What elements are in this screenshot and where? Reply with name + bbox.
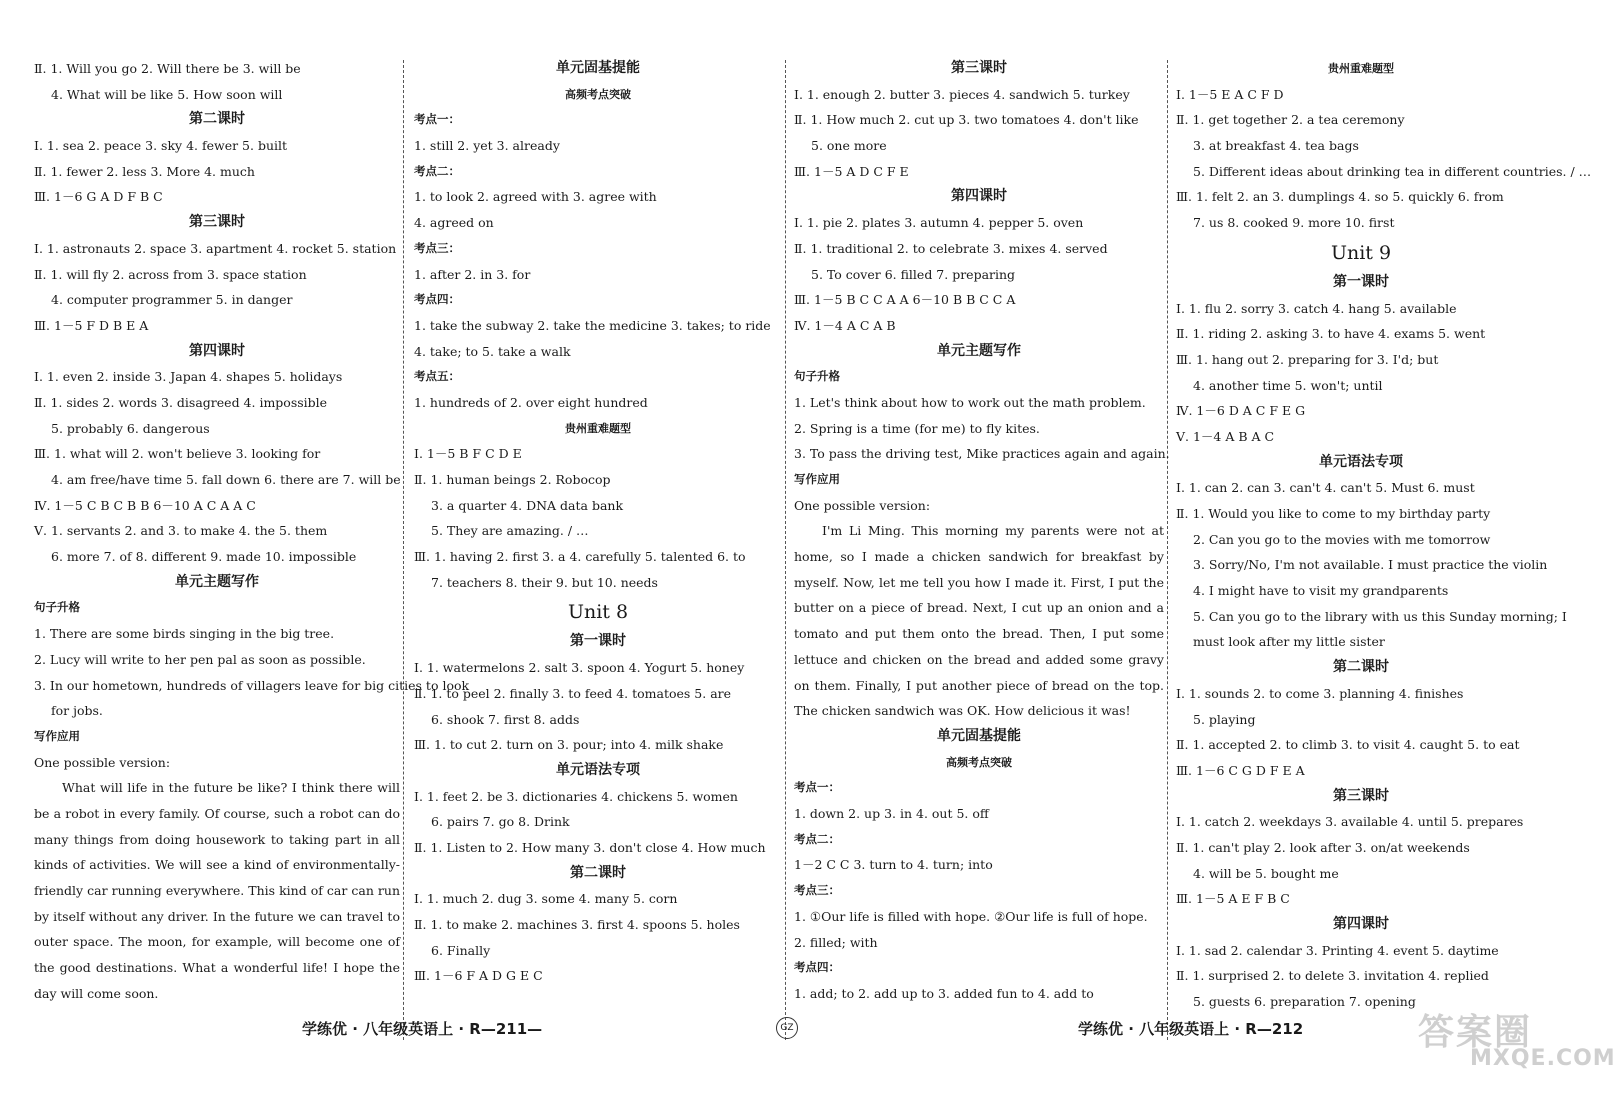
answer-column-4 <box>1176 56 1592 1015</box>
answer-line: 1. Let's think about how to work out the math problem. <box>794 394 1146 410</box>
column-divider <box>403 60 404 1040</box>
answer-line: 1. still 2. yet 3. already <box>414 138 560 154</box>
answer-line: Ⅱ. 1. Will you go 2. Will there be 3. will be <box>34 61 301 76</box>
subsection-heading: 高频考点突破 <box>946 755 1012 769</box>
column-divider <box>1167 60 1168 1040</box>
answer-line: Ⅱ. 1. can't play 2. look after 3. on/at weekends <box>1176 839 1470 855</box>
answer-line: Ⅱ. 1. surprised 2. to delete 3. invitation 4. replied <box>1176 968 1489 984</box>
answer-line: Ⅱ. 1. Listen to 2. How many 3. don't close 4. How much <box>414 839 766 855</box>
answer-line: 7. us 8. cooked 9. more 10. first <box>1193 215 1395 231</box>
answer-line: 4. am free/have time 5. fall down 6. there are 7. will be <box>51 472 401 487</box>
answer-line: Ⅰ. 1. catch 2. weekdays 3. available 4. until 5. prepares <box>1176 814 1524 830</box>
topic-label: 考点五： <box>414 369 460 384</box>
section-heading: 单元语法专项 <box>556 761 640 778</box>
answer-line: Ⅱ. 1. will fly 2. across from 3. space station <box>34 266 307 282</box>
answer-line: 1. down 2. up 3. in 4. out 5. off <box>794 806 989 822</box>
answer-line: Ⅴ. 1－4 A B A C <box>1176 428 1275 444</box>
topic-label: 考点二： <box>414 163 460 178</box>
answer-line: Ⅱ. 1. riding 2. asking 3. to have 4. exams 5. went <box>1176 326 1486 342</box>
answer-line: Ⅲ. 1－6 C G D F E A <box>1176 762 1305 778</box>
subsection-heading: 贵州重难题型 <box>1328 62 1394 75</box>
answer-line: Ⅰ. 1. watermelons 2. salt 3. spoon 4. Yogurt 5. honey <box>414 660 745 676</box>
answer-line: 1. add; to 2. add up to 3. added fun to 4. add to <box>794 985 1094 1001</box>
topic-label: 考点四： <box>414 292 460 307</box>
answer-line: 3. In our hometown, hundreds of villagers leave for big cities to look <box>34 677 470 693</box>
answer-line: One possible version: <box>34 754 171 770</box>
topic-label: 考点三： <box>794 883 840 898</box>
answer-line: Ⅲ. 1. felt 2. an 3. dumplings 4. so 5. quickly 6. from <box>1176 189 1504 205</box>
answer-column-2 <box>414 56 782 989</box>
topic-label: 考点三： <box>414 240 460 255</box>
column-divider <box>785 60 786 1040</box>
answer-line: 1. take the subway 2. take the medicine 3. takes; to ride <box>414 317 771 333</box>
section-heading: 第四课时 <box>951 188 1007 205</box>
section-heading: 第二课时 <box>1333 659 1389 676</box>
footer-right-page-label: 学练优 · 八年级英语上 · R—212 <box>1078 1020 1304 1038</box>
answer-line: 6. shook 7. first 8. adds <box>431 711 580 727</box>
answer-line: Ⅰ. 1. sounds 2. to come 3. planning 4. finishes <box>1176 685 1464 701</box>
answer-line: 5. guests 6. preparation 7. opening <box>1193 994 1416 1010</box>
section-heading: 第一课时 <box>1333 273 1389 290</box>
answer-line: 4. computer programmer 5. in danger <box>51 292 293 308</box>
subsection-heading: 贵州重难题型 <box>565 421 631 435</box>
answer-line: Ⅰ. 1. sad 2. calendar 3. Printing 4. event 5. daytime <box>1176 942 1499 958</box>
section-heading: 单元固基提能 <box>937 728 1021 744</box>
answer-line: Ⅳ. 1－4 A C A B <box>794 317 896 333</box>
answer-line: 1. after 2. in 3. for <box>414 266 531 282</box>
section-heading: 第三课时 <box>189 214 245 231</box>
answer-line: Ⅲ. 1. having 2. first 3. a 4. carefully 5. talented 6. to <box>414 549 746 565</box>
section-heading: 单元语法专项 <box>1319 453 1403 470</box>
topic-label: 句子升格 <box>794 369 840 384</box>
section-heading: 第一课时 <box>570 633 626 650</box>
answer-line: Ⅱ. 1. human beings 2. Robocop <box>414 472 611 487</box>
answer-line: 4. another time 5. won't; until <box>1193 377 1383 393</box>
answer-line: Ⅲ. 1. what will 2. won't believe 3. looking for <box>34 446 321 462</box>
answer-column-3 <box>794 56 1170 1007</box>
section-heading: 单元固基提能 <box>556 60 640 76</box>
answer-line: Ⅰ. 1－5 B F C D E <box>414 446 522 462</box>
section-heading: 第四课时 <box>1333 916 1389 932</box>
answer-line: 6. pairs 7. go 8. Drink <box>431 814 570 830</box>
answer-line: Ⅲ. 1. hang out 2. preparing for 3. I'd; but <box>1176 351 1439 367</box>
section-heading: 第三课时 <box>1333 787 1389 804</box>
answer-line: Ⅱ. 1. sides 2. words 3. disagreed 4. impossible <box>34 394 328 410</box>
answer-line: 5. one more <box>811 138 887 154</box>
answer-line: for jobs. <box>51 703 103 719</box>
answer-line: 1. hundreds of 2. over eight hundred <box>414 394 648 410</box>
topic-label: 考点一： <box>794 780 840 795</box>
answer-line: 3. To pass the driving test, Mike practices again and again. <box>794 446 1170 462</box>
answer-line: Ⅱ. 1. traditional 2. to celebrate 3. mixes 4. served <box>794 240 1108 256</box>
answer-line: 3. at breakfast 4. tea bags <box>1193 138 1359 154</box>
answer-line: 5. probably 6. dangerous <box>51 420 210 436</box>
section-heading: 单元主题写作 <box>937 342 1021 359</box>
answer-line: Ⅰ. 1. sea 2. peace 3. sky 4. fewer 5. built <box>34 138 288 154</box>
answer-line: Ⅱ. 1. to make 2. machines 3. first 4. spoons 5. holes <box>414 917 740 932</box>
answer-line: Ⅰ. 1. feet 2. be 3. dictionaries 4. chickens 5. women <box>414 788 738 804</box>
answer-line: Ⅰ. 1. pie 2. plates 3. autumn 4. pepper 5. oven <box>794 215 1084 231</box>
answer-line: Ⅰ. 1. astronauts 2. space 3. apartment 4. rocket 5. station <box>34 240 397 256</box>
answer-line: Ⅰ. 1. much 2. dug 3. some 4. many 5. corn <box>414 891 678 907</box>
sample-essay: What will life in the future be like? I think there will be a robot in every family. Of course, such a robot can do many things from doing housework to taking part in all kinds of activities. We will see a kind of environmentally-friendly car running everywhere. This kind of car can run by itself without any driver. In the future we can travel to outer space. The moon, for example, will become one of the good destinations. What a wonderful life! I hope the day will come soon. <box>34 780 400 1001</box>
answer-line: Ⅲ. 1－5 A D C F E <box>794 163 909 179</box>
answer-line: 4. take; to 5. take a walk <box>414 343 571 359</box>
answer-line: Ⅳ. 1－5 C B C B B 6－10 A C A A C <box>34 497 256 513</box>
answer-line: Ⅱ. 1. get together 2. a tea ceremony <box>1176 112 1405 128</box>
answer-line: Ⅲ. 1－5 B C C A A 6－10 B B C C A <box>794 292 1016 308</box>
topic-label: 写作应用 <box>34 728 80 743</box>
answer-line: Ⅲ. 1－6 F A D G E C <box>414 968 543 984</box>
answer-line: Ⅰ. 1. flu 2. sorry 3. catch 4. hang 5. available <box>1176 300 1457 316</box>
answer-line: Ⅱ. 1. to peel 2. finally 3. to feed 4. tomatoes 5. are <box>414 685 732 701</box>
answer-line: 4. agreed on <box>414 215 494 231</box>
answer-line: 5. playing <box>1193 711 1256 727</box>
answer-line: Ⅱ. 1. Would you like to come to my birthday party <box>1176 506 1491 521</box>
section-heading: 单元主题写作 <box>175 573 259 590</box>
answer-line: Ⅰ. 1. enough 2. butter 3. pieces 4. sandwich 5. turkey <box>794 86 1130 102</box>
answer-line: 6. Finally <box>431 942 491 958</box>
section-heading: 第四课时 <box>189 342 245 359</box>
subsection-heading: 高频考点突破 <box>565 87 631 101</box>
answer-line: One possible version: <box>794 497 931 513</box>
answer-line: Ⅲ. 1－5 F D B E A <box>34 317 149 333</box>
sample-essay: I'm Li Ming. This morning my parents were not at home, so I made a chicken sandwich for breakfast by myself. Now, let me tell you how I made it. First, I put the butter on a piece of bread. Next, I cut up an onion and a tomato and put them onto the bread. Then, I put some lettuce and chicken on the bread and added some gravy on them. Finally, I put another piece of bread on the top. The chicken sandwich was OK. How delicious it was! <box>794 523 1164 719</box>
section-heading: 第三课时 <box>951 60 1007 76</box>
answer-line: 4. I might have to visit my grandparents <box>1193 583 1449 599</box>
answer-line: Ⅲ. 1－6 G A D F B C <box>34 189 163 205</box>
section-heading: 第二课时 <box>570 864 626 881</box>
answer-line: 6. more 7. of 8. different 9. made 10. impossible <box>51 549 357 565</box>
answer-line: Ⅲ. 1. to cut 2. turn on 3. pour; into 4. milk shake <box>414 737 724 753</box>
answer-line: 5. Can you go to the library with us this Sunday morning; I <box>1193 608 1567 624</box>
answer-line: 7. teachers 8. their 9. but 10. needs <box>431 574 658 590</box>
answer-line: Ⅴ. 1. servants 2. and 3. to make 4. the 5. them <box>34 523 328 539</box>
topic-label: 考点二： <box>794 831 840 846</box>
answer-line: 2. Lucy will write to her pen pal as soon as possible. <box>34 651 366 667</box>
answer-line: 2. Spring is a time (for me) to fly kites. <box>794 420 1040 436</box>
answer-line: 5. Different ideas about drinking tea in different countries. / … <box>1193 163 1592 179</box>
answer-line: Ⅲ. 1－5 A E F B C <box>1176 891 1290 907</box>
answer-line: 3. a quarter 4. DNA data bank <box>431 497 624 513</box>
answer-line: 1. ①Our life is filled with hope. ②Our life is full of hope. <box>794 908 1148 924</box>
topic-label: 句子升格 <box>34 600 80 615</box>
answer-line: Ⅱ. 1. accepted 2. to climb 3. to visit 4. caught 5. to eat <box>1176 737 1520 753</box>
answer-line: 4. will be 5. bought me <box>1193 865 1339 881</box>
unit-title: Unit 8 <box>567 601 629 624</box>
answer-line: 5. They are amazing. / … <box>431 523 589 539</box>
answer-line: 2. filled; with <box>794 934 878 950</box>
unit-title: Unit 9 <box>1330 241 1392 264</box>
answer-line: 1. to look 2. agreed with 3. agree with <box>414 189 657 205</box>
answer-line: 3. Sorry/No, I'm not available. I must practice the violin <box>1193 557 1548 573</box>
watermark-logo: 答案圈 <box>1418 1012 1533 1053</box>
answer-line: 1. There are some birds singing in the big tree. <box>34 626 335 642</box>
topic-label: 考点一： <box>414 112 460 127</box>
answer-line: Ⅳ. 1－6 D A C F E G <box>1176 403 1306 419</box>
answer-line: Ⅰ. 1. can 2. can 3. can't 4. can't 5. Must 6. must <box>1176 480 1475 496</box>
watermark-url: MXQE.COM <box>1470 1046 1616 1071</box>
answer-line: Ⅰ. 1. even 2. inside 3. Japan 4. shapes 5. holidays <box>34 369 343 385</box>
answer-line: 1－2 C C 3. turn to 4. turn; into <box>794 857 993 873</box>
answer-line: 5. To cover 6. filled 7. preparing <box>811 266 1016 282</box>
footer-left-page-label: 学练优 · 八年级英语上 · R—211— <box>302 1020 543 1038</box>
section-heading: 第二课时 <box>189 111 245 128</box>
publisher-mark: GZ <box>776 1017 798 1039</box>
topic-label: 考点四： <box>794 960 840 975</box>
answer-line: must look after my little sister <box>1193 634 1385 650</box>
answer-line: 4. What will be like 5. How soon will <box>51 86 283 102</box>
topic-label: 写作应用 <box>794 472 840 486</box>
answer-line: 2. Can you go to the movies with me tomorrow <box>1193 531 1491 547</box>
answer-line: Ⅱ. 1. How much 2. cut up 3. two tomatoes 4. don't like <box>794 112 1139 128</box>
answer-line: Ⅱ. 1. fewer 2. less 3. More 4. much <box>34 163 255 179</box>
answer-line: Ⅰ. 1－5 E A C F D <box>1176 86 1284 102</box>
